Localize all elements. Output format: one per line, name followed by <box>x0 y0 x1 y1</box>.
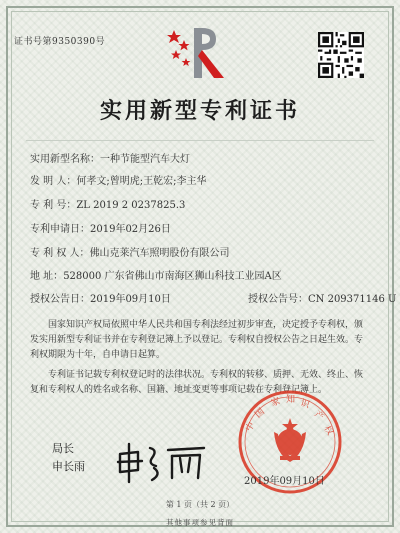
director-name-label: 申长雨 <box>52 460 85 473</box>
svg-text:知: 知 <box>286 395 296 405</box>
grant-number-value: CN 209371146 U <box>308 294 397 305</box>
inventor-value: 何孝文;曾明虎;王乾宏;李主华 <box>76 176 207 187</box>
grant-date-label: 授权公告日： <box>30 294 90 305</box>
patent-number-label: 专 利 号： <box>30 200 77 211</box>
filing-date-label: 专利申请日： <box>30 224 90 235</box>
cnipa-emblem-icon <box>164 20 234 84</box>
inventor-row <box>30 172 206 187</box>
legal-status-paragraph: 专利证书记载专利权登记时的法律状况。专利权的转移、质押、无效、终止、恢复和专利权人的姓名或名称、国籍、地址变更等事项记载在专利登记簿上。 <box>30 370 364 395</box>
page-indicator: 第 1 页（共 2 页） <box>165 500 235 509</box>
svg-text:国: 国 <box>253 406 267 421</box>
utility-model-name-value: 一种节能型汽车大灯 <box>100 154 190 165</box>
seal-date: 2019年09月10日 <box>244 476 325 487</box>
grant-date-value: 2019年09月10日 <box>90 294 171 305</box>
patentee-value: 佛山克莱汽车照明股份有限公司 <box>89 248 230 259</box>
patent-number-row <box>30 196 185 211</box>
grant-number-group <box>248 290 396 305</box>
title-divider <box>26 140 374 141</box>
utility-model-name-row <box>30 150 190 165</box>
grant-row <box>30 290 397 305</box>
address-row <box>30 267 282 282</box>
patentee-row <box>30 244 230 259</box>
svg-text:权: 权 <box>321 424 335 438</box>
filing-date-value: 2019年02月26日 <box>90 224 171 235</box>
utility-model-name-label: 实用新型名称： <box>30 154 100 165</box>
svg-text:家: 家 <box>269 396 282 409</box>
certificate-number: 证书号第9350390号 <box>14 37 106 47</box>
svg-text:产: 产 <box>312 409 326 423</box>
patentee-label: 专 利 权 人： <box>30 248 90 259</box>
address-value: 528000 广东省佛山市南海区狮山科技工业园A区 <box>63 271 282 282</box>
qr-code <box>318 32 364 78</box>
address-label: 地 址： <box>30 271 64 282</box>
patent-number-value: ZL 2019 2 0237825.3 <box>76 200 186 211</box>
director-signature <box>112 440 208 484</box>
grant-statement-paragraph: 国家知识产权局依照中华人民共和国专利法经过初步审查，决定授予专利权，颁发实用新型专利证书并在专利登记簿上予以登记。专利权自授权公告之日起生效。专利权期限为十年，自申请日起算。 <box>30 320 364 360</box>
svg-text:识: 识 <box>299 398 311 411</box>
director-title-label: 局长 <box>52 442 74 455</box>
filing-date-row <box>30 220 171 235</box>
grant-number-label: 授权公告号： <box>248 294 308 305</box>
certificate-title: 实用新型专利证书 <box>99 98 300 124</box>
reverse-side-note: 其他事项参见背面 <box>166 518 234 527</box>
svg-text:中: 中 <box>244 420 258 434</box>
inventor-label: 发 明 人： <box>30 176 77 187</box>
